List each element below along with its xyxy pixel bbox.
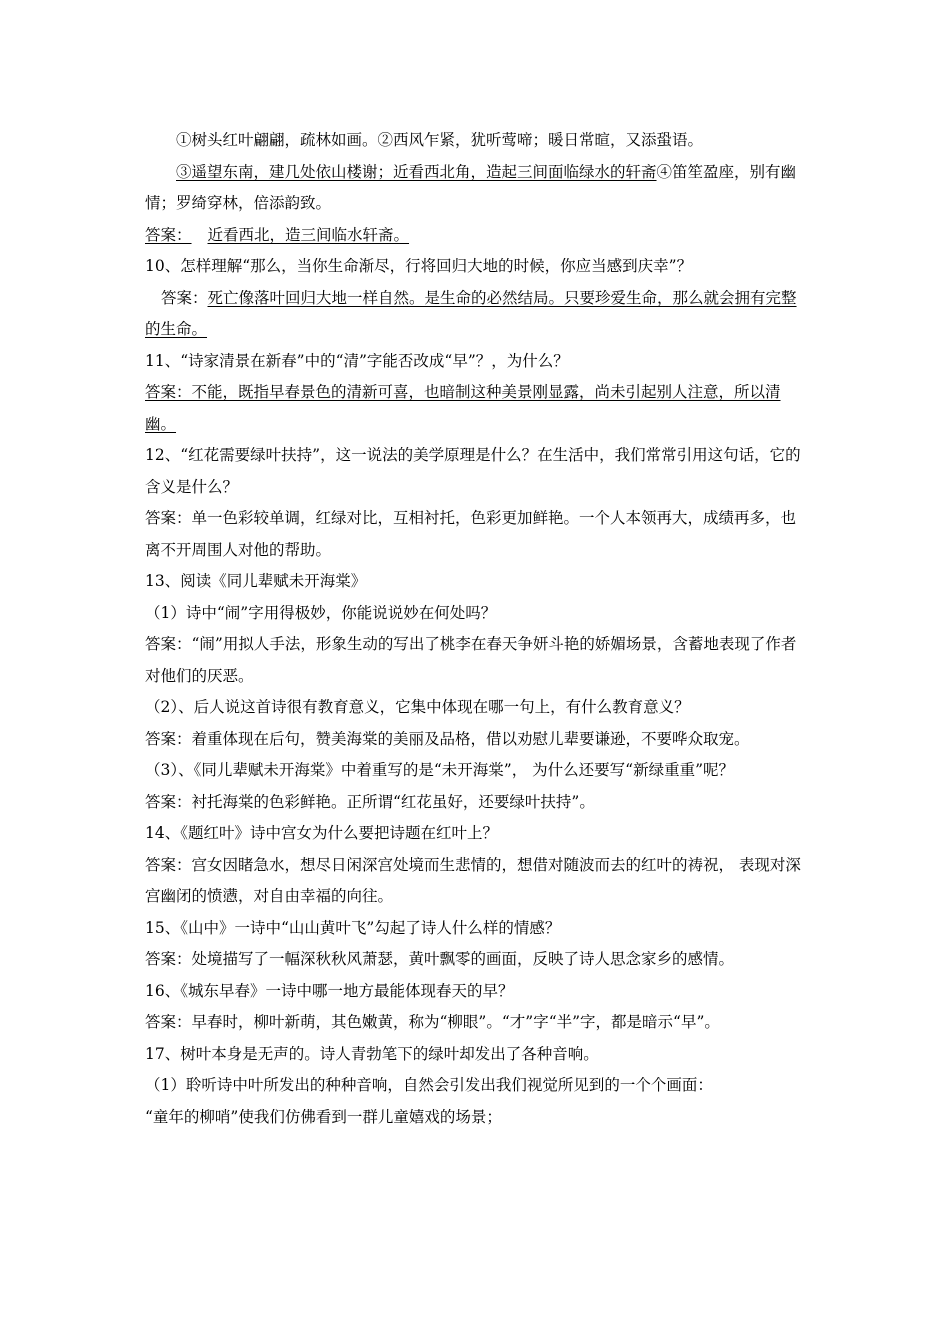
answer-12: 答案：单一色彩较单调，红绿对比，互相衬托，色彩更加鲜艳。一个人本领再大，成绩再多，也离不开周围人对他的帮助。 [145,509,797,559]
answer-13-2: 答案：着重体现在后句，赞美海棠的美丽及品格，借以劝慰儿辈要谦逊，不要哗众取宠。 [145,729,750,748]
passage-line-1: ①树头红叶翩翩，疏林如画。②西风乍紧，犹听莺啼；暖日常暄，又添蛩语。 [176,131,704,149]
document-page [145,125,810,1133]
answer-13-1: 答案：“闹”用拟人手法，形象生动的写出了桃李在春天争妍斗艳的娇媚场景，含蓄地表现了作者对他们的厌恶。 [145,635,797,685]
question-17: 17、树叶本身是无声的。诗人青勃笔下的绿叶却发出了各种音响。 [145,1044,599,1063]
underlined-option-3: ③遥望东南，建几处依山楼谢；近看西北角，造起三间面临绿水的轩斋 [176,162,657,181]
answer-text: 死亡像落叶回归大地一样自然。是生命的必然结局。只要珍爱生命，那么就会拥有完整的生命。 [145,288,797,338]
answer-label: 答案： [145,225,192,244]
answer-14: 答案：宫女因睹急水，想尽日闲深宫处境而生悲情的，想借对随波而去的红叶的祷祝， 表现对深宫幽闭的愤懑，对自由幸福的向往。 [145,855,801,905]
passage-line-2 [145,157,810,220]
answer-10 [145,283,810,346]
question-12: 12、“红花需要绿叶扶持”，这一说法的美学原理是什么？在生活中，我们常常引用这句话，它的含义是什么？ [145,446,801,496]
answer-text: 近看西北，造三间临水轩斋。 [207,225,410,244]
answer-13-3: 答案：衬托海棠的色彩鲜艳。正所谓“红花虽好，还要绿叶扶持”。 [145,792,595,811]
question-13-3: （3）、《同儿辈赋未开海棠》中着重写的是“未开海棠”， 为什么还要写“新绿重重”呢？ [145,761,734,779]
answer-15: 答案：处境描写了一幅深秋秋风萧瑟，黄叶飘零的画面，反映了诗人思念家乡的感情。 [145,950,735,968]
question-14: 14、《题红叶》诗中宫女为什么要把诗题在红叶上？ [145,824,498,842]
question-16: 16、《城东早春》一诗中哪一地方最能体现春天的早？ [145,981,514,1000]
answer-9 [145,220,810,252]
answer-label: 答案： [161,288,208,307]
question-17-1-line-2: “童年的柳哨”使我们仿佛看到一群儿童嬉戏的场景； [145,1107,502,1126]
question-17-1: （1）聆听诗中叶所发出的种种音响，自然会引发出我们视觉所见到的一个个画面： [145,1076,713,1094]
question-13-1: （1）诗中“闹”字用得极妙，你能说说妙在何处吗？ [145,603,497,622]
question-10: 10、怎样理解“那么，当你生命渐尽，行将回归大地的时候，你应当感到庆幸”？ [145,257,693,275]
question-13-2: （2）、后人说这首诗很有教育意义，它集中体现在哪一句上，有什么教育意义？ [145,698,690,716]
option-4-text: ④笛笙盈座，别有幽情；罗绮穿林，倍添韵致。 [145,162,797,212]
answer-11: 答案：不能，既指早春景色的清新可喜，也暗制这种美景刚显露，尚未引起别人注意，所以清幽。 [145,383,781,433]
answer-16: 答案：早春时，柳叶新萌，其色嫩黄，称为“柳眼”。“才”字“半”字，都是暗示“早”。 [145,1013,720,1031]
question-11: 11、“诗家清景在新春”中的“清”字能否改成“早”？，为什么？ [145,351,569,370]
question-13: 13、阅读《同儿辈赋未开海棠》 [145,572,367,590]
question-15: 15、《山中》一诗中“山山黄叶飞”勾起了诗人什么样的情感？ [145,918,561,937]
